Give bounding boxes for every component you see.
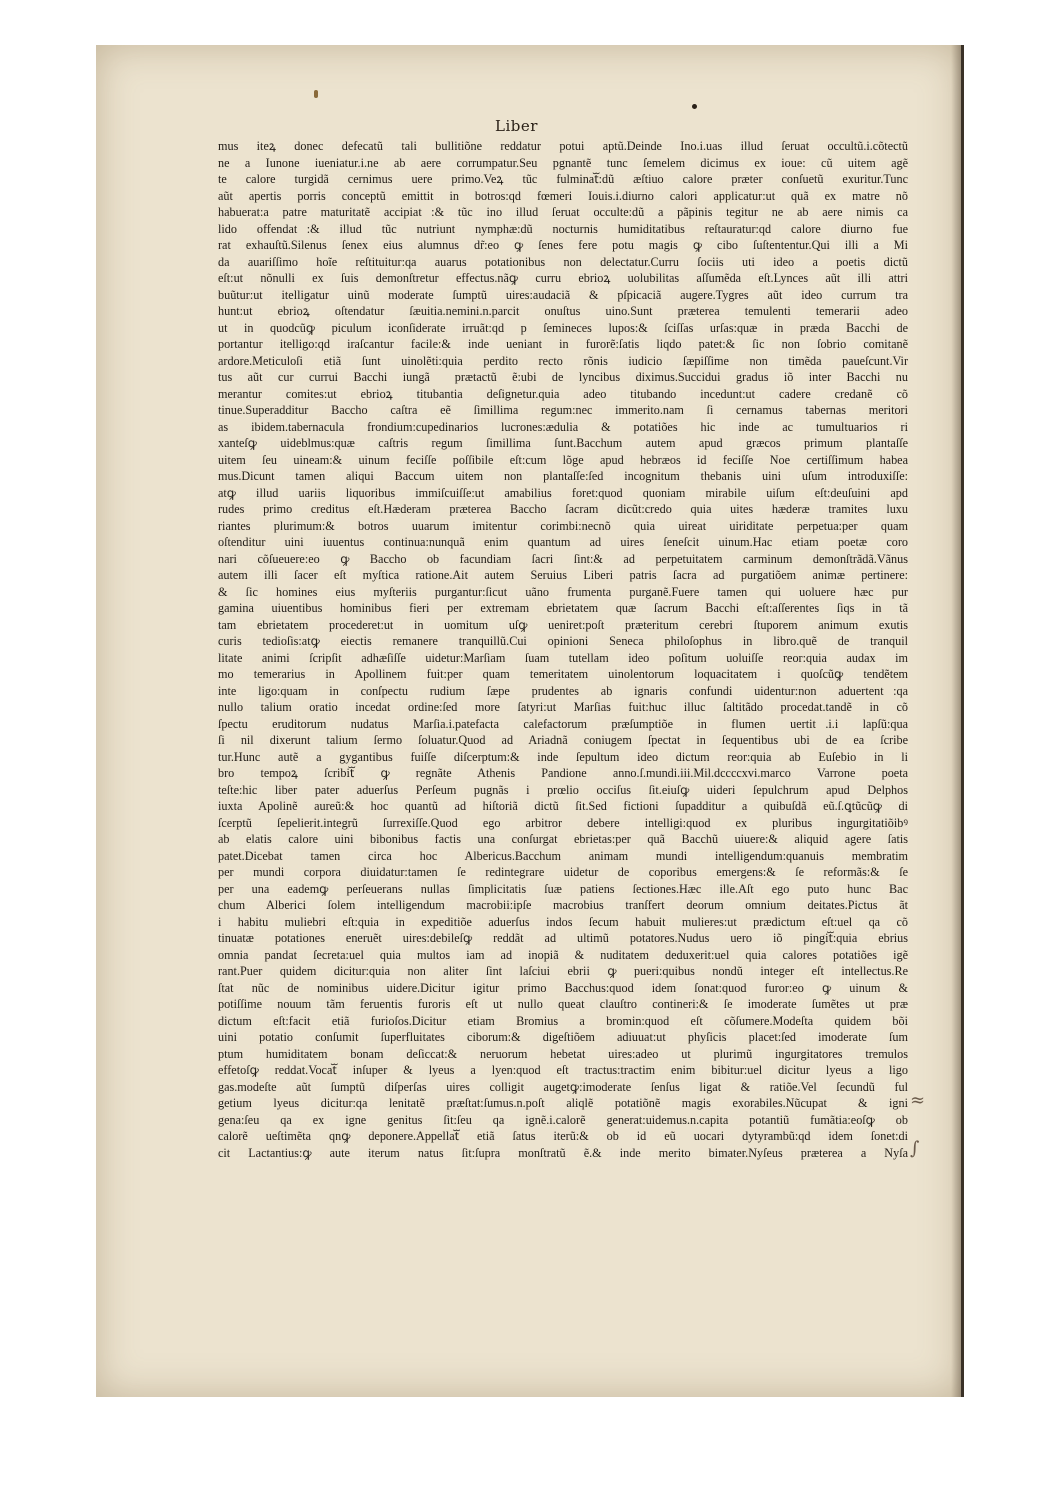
text-line: & ſic homines eius myſteriis purgantur:ſicut uãno frumenta purganẽ.Fuere tamen qui uoluere hæc pur xyxy=(218,584,908,599)
page-edge-shadow xyxy=(951,45,961,1397)
text-line: rant.Puer quidem dicitur:quia non aliter ſint laſciui ebrii ꝙ pueri:quibus nondũ integer eſt intellectus.Re xyxy=(218,964,908,978)
text-line: cit Lactantius:ꝙ aute iterum natus ſit:ſupra monſtratũ ẽ.& inde merito bimater.Nyſeus præterea a Nyſa xyxy=(218,1145,908,1160)
text-line: effetoſꝙ reddat.Vocatᷓ inſuper & lyeus a lyen:quod eſt tractus:tractim enim bibitur:uel dicitur lyeus a ligo xyxy=(218,1063,908,1077)
text-line: ſcerptũ ſepelierit.integrũ ſurrexiſſe.Quod ego arbitror debere intelligi:quod ex pluribus ingurgitatiõibꝰ xyxy=(218,815,908,830)
text-line: uitem ſeu uineam:& uinum feciſſe poſſibile eſt:cum lõge apud hebræos id feciſſe Noe certiſſimum habea xyxy=(218,452,908,467)
text-line: gena:ſeu qa ex igne genitus ſit:ſeu qa ignẽ.i.calorẽ generat:uidemus.n.capita potantiũ fumãtia:eoſꝙ ob xyxy=(218,1112,908,1127)
text-line: ſpectu eruditorum nudatus Marſia.i.patefacta calefactorum præſumptiõe in flumen uertitᷓ.i.i lapſũ:qua xyxy=(218,716,908,731)
text-line: omnia pandat ſecreta:uel quia multos iam ad inopiã & nuditatem deduxerit:uel quia calores potatiões igẽ xyxy=(218,947,908,962)
text-line: hunt:ut ebrioꝝ oſtendatur ſæuitia.nemini.n.parcit onuſtus uino.Sunt præterea temulenti temerarii adeo xyxy=(218,304,908,318)
text-line: bro tempoꝝ ſcribitᷓ ꝙ regnãte Athenis Pandione anno.ſ.mundi.iii.Mil.dccccxvi.marco Varrone poeta xyxy=(218,766,908,780)
text-line: ut in quodcũꝙ piculum iconſiderate irruãt:qd p ſemineces lupos:& ſciſſas urſas:quæ in præda Bacchi de xyxy=(218,320,908,335)
text-line: tus aũt cur currui Bacchi iungãᷓ prætactũ ẽ:ubi de lyncibus diximus.Succidui gradus iõ inter Bacchi nu xyxy=(218,370,908,384)
text-line: merantur comites:ut ebrioꝝ titubantia deſignetur.quia adeo titubando incedunt:ut cadere credanẽ cõ xyxy=(218,386,908,401)
text-line: litate animi ſcripſit adhæſiſſe uidetur:Marſiam ſuam tutellam ideo poſitum uoluiſſe reor:quia audax im xyxy=(218,650,908,665)
text-line: oſtenditur uini iuuentus continua:nunquã enim quantum ad uires ſeneſcit uinum.Hac etiam poetæ coro xyxy=(218,535,908,549)
text-line: gamina uiuentibus hominibus fieri per extremam ebrietatem quæ ſacrum Bacchi eſt:aſſerentes ſiqs in tã xyxy=(218,601,908,615)
text-line: habuerat:a patre maturitatẽ accipiatᷓ:& tũc ino illud ſeruat occulte:dũ a pãpinis tegitur ne ab aere nimis ca xyxy=(218,205,908,219)
text-line: ardore.Meticuloſi etiã ſunt uinolẽti:quia perdito recto rõnis iudicio ſæpiſſime non timẽda pauеſcunt.Vir xyxy=(218,353,908,368)
text-line: mo temerarius in Apollinem fuit:per quam temeritatem uinolentorum loquacitatem i quoſcũꝙ tendẽtem xyxy=(218,667,908,681)
text-line: dictum eſt:facit etiã furioſos.Dicitur etiam Bromius a bromin:quod eſt cõſumere.Modeſta quidem bõi xyxy=(218,1013,908,1028)
text-line: ab elatis calore uini bibonibus factis una conſurgat ebrietas:per quã Bacchũ uiuere:& aliquid agere ſatis xyxy=(218,832,908,846)
text-line: tur.Hunc autẽ a gygantibus fuiſſe diſcerptum:& inde ſepultum ideo dictum reor:quia ab Euſebio in li xyxy=(218,749,908,764)
text-line: inte ligo:quam in conſpectu rudium ſæpe prudentes ab ignaris confundi uidentur:non aduertentᷓ:qa xyxy=(218,683,908,698)
text-line: buũtur:ut itelligatur uinũ moderate ſumptũ uires:audaciã & pſpicaciã augere.Tygres aũt ideo currum tra xyxy=(218,287,908,302)
text-line: tinue.Superadditur Baccho caſtra eẽ ſimillima regum:nec immerito.nam ſi cernamus tabernas meritori xyxy=(218,403,908,417)
text-line: te calore turgidã cernimus uere primo.Veꝝ tũc fulminatᷓ:dũ æſtiuo calore præter conſuetũ exuritur.Tunc xyxy=(218,172,908,186)
text-line: curis tedioſis:atꝙ eiectis remanere tranquillũ.Cui opinioni Seneca philoſophus in libro.quẽ de tranquil xyxy=(218,634,908,648)
text-line: ſtat nũc de nominibus uidere.Dicitur igitur primo Bacchus:quod idem ſonat:quod furor:eo ꝙ uinum & xyxy=(218,980,908,995)
text-line: atꝙ illud uariis liquoribus immiſcuiſſe:ut amabilius foret:quod quoniam mirabile uiſum eſt:deuſuini apd xyxy=(218,485,908,500)
text-line: rudes primo creditus eſt.Hæderam præterea Baccho ſacram dicũt:credo quia uites hæderæ tramites luxu xyxy=(218,502,908,516)
text-line: mus iteꝝ donec defecatũ tali bullitiõne reddatur potui aptũ.Deinde Ino.i.uas illud ſeruat occultũ.i.cõtectũ xyxy=(218,139,908,153)
text-line: tinuatæ potationes eneruẽt uires:debileſꝙ reddãt ad ultimũ potatores.Nudus uero iõ pingitᷓ:quia ebrius xyxy=(218,931,908,945)
running-head: Liber xyxy=(495,117,538,135)
text-line: calorẽ ueſtimẽta qnꝙ deponere.Appellatᷓ etiã ſatus iterũ:& ob id eũ uocari dytyrambũ:qd idem ſonet:di xyxy=(218,1129,908,1143)
text-line: gas.modeſte aũt ſumptũ diſperſas uires colligit augetꝙ:imoderate ſenſus ligat & ratiõe.Vel ſecundũ ful xyxy=(218,1079,908,1094)
text-line: getium lyeus dicitur:qa lenitatẽ præſtat:ſumus.n.poſt aliqlẽ potatiõnẽ magis exorabiles.Nũcupatᷓ & igni xyxy=(218,1096,908,1110)
text-line: eſt:ut nõnulli ex ſuis demonſtretur effectus.nãꝙ curru ebrioꝝ uolubilitas aſſumẽda eſt.Lynces aũt illi attri xyxy=(218,271,908,285)
text-line: nari cõſueuere:eo ꝙ Baccho ob facundiam ſacri ſint:& ad perpetuitatem carminum demonſtrãdã.Vãnus xyxy=(218,551,908,566)
ink-spot xyxy=(314,90,318,98)
text-line: rat exhauſtũ.Silenus ſenex eius alumnus dr̃:eo ꝙ ſenes fere potu magis ꝙ cibo ſuſtententur.Qui illi a Mi xyxy=(218,238,908,252)
text-line: autem illi ſacer eſt myſtica ratione.Ait autem Seruius Liberi patris ſacra ad purgatiõem animæ pertinere: xyxy=(218,568,908,582)
text-line: nullo talium oratio incedat ordine:ſed more ſatyri:ut Marſias fuit:huc illuc ſaltitãdo procedat.tandẽ in cõ xyxy=(218,700,908,714)
text-line: as ibidem.tabernacula frondium:cupedinarios lucrones:ædulia & potatiões hic inde ac tumultuarios ri xyxy=(218,419,908,434)
text-line: xanteſꝙ uideblmus:quæ caſtris regum ſimillima ſunt.Bacchum autem apud græcos primum plantaſſe xyxy=(218,436,908,450)
text-line: lido offendatᷓ:& illud tũc nutriunt nymphæ:dũ nocturnis humiditatibus reſtauratur:qd calore diurno fue xyxy=(218,221,908,236)
text-line: teſte:hic liber pater aduerſus Perſeum pugnãs i prœlio occiſus ſit.eiuſꝙ uideri ſepulchrum apud Delphos xyxy=(218,782,908,797)
text-line: i habitu muliebri eſt:quia in expeditiõe aduerſus indos ſecum habuit mulieres:ut prædictum eſt:uel qa cõ xyxy=(218,914,908,929)
text-line: ſi nil dixerunt talium ſermo ſoluatur.Quod ad Ariadnã coniugem ſpectat in ſequentibus ubi de ea ſcribe xyxy=(218,733,908,747)
text-line: ne a Iunone iueniatur.i.ne ab aere corrumpatur.Seu pgnantẽ tunc ſemelem dicimus ex ioue: cũ uitem agẽ xyxy=(218,155,908,170)
text-line: mus.Dicunt tamen aliqui Baccum uitem non plantaſſe:ſed incognitum thebanis uini uſum introduxiſſe: xyxy=(218,469,908,483)
text-line: portantur itelligo:qd iraſcantur facile:& inde ueniant in furorẽ:ſatis liqdo patet:& ſic non ſobrio comitanẽ xyxy=(218,337,908,351)
text-line: iuxta Apolinẽ aureũ:& hoc quantũ ad hiſtoriã dictũ ſit.Sed fictioni ſupadditur a quibuſdã eũ.ſ.ꝗtũcũꝙ di xyxy=(218,799,908,813)
ink-dot xyxy=(692,104,697,109)
text-line: patet.Dicebat tamen circa hoc Albericus.Bacchum animam mundi intelligendum:quanuis membratim xyxy=(218,848,908,863)
margin-flourish-mark: ≈ xyxy=(910,1090,926,1111)
text-line: da auariſſimo hoĩe reſtituitur:qa auarus potationibus non delectatur.Curru ſociis uti ideo a poetis dictũ xyxy=(218,254,908,269)
text-line: chum Alberici ſolem intelligendum macrobii:ipſe macrobius tranſfert deorum omnium deitates.Pictus ãt xyxy=(218,898,908,912)
text-line: uini potatio conſumit ſuperfluitates ciborum:& digeſtiõem adiuuat:ut phyſicis placet:ſed imoderate ſum xyxy=(218,1030,908,1044)
text-line: aũt apertis porris conceptũ emittit in botros:qd fœmeri Iouis.i.diurno calori applicatur:ut quã ex matre nõ xyxy=(218,188,908,203)
text-line: potiſſime nouum tãm feruentis furoris eſt ut nullo queat clauſtro contineri:& ſe imoderate ſumẽtes ut præ xyxy=(218,997,908,1011)
text-line: riantes plurimum:& botros uuarum imitentur corimbi:necnõ quia uireat uiriditate perpetua:per quam xyxy=(218,518,908,533)
text-line: tam ebrietatem procederet:ut in uomitum uſꝙ ueniret:poſt præteritum cerebri ſtuporem animum exutis xyxy=(218,617,908,632)
text-line: ptum humiditatem bonam deſiccat:& neruorum hebetat uires:adeo ut plurimũ ingurgitatores tremulos xyxy=(218,1046,908,1061)
text-line: per una eademꝙ perſeuerans nullas ſimplicitatis ſuæ patiens ſectiones.Hæc ille.Aſt ego puto hunc Bac xyxy=(218,881,908,896)
text-line: per mundi corpora diuidatur:tamen ſe redintegrare uidetur de coporibus emergens:& ſe reformãs:& ſe xyxy=(218,865,908,879)
text-block xyxy=(218,138,908,1268)
margin-flourish-mark: ∫ xyxy=(910,1138,920,1159)
